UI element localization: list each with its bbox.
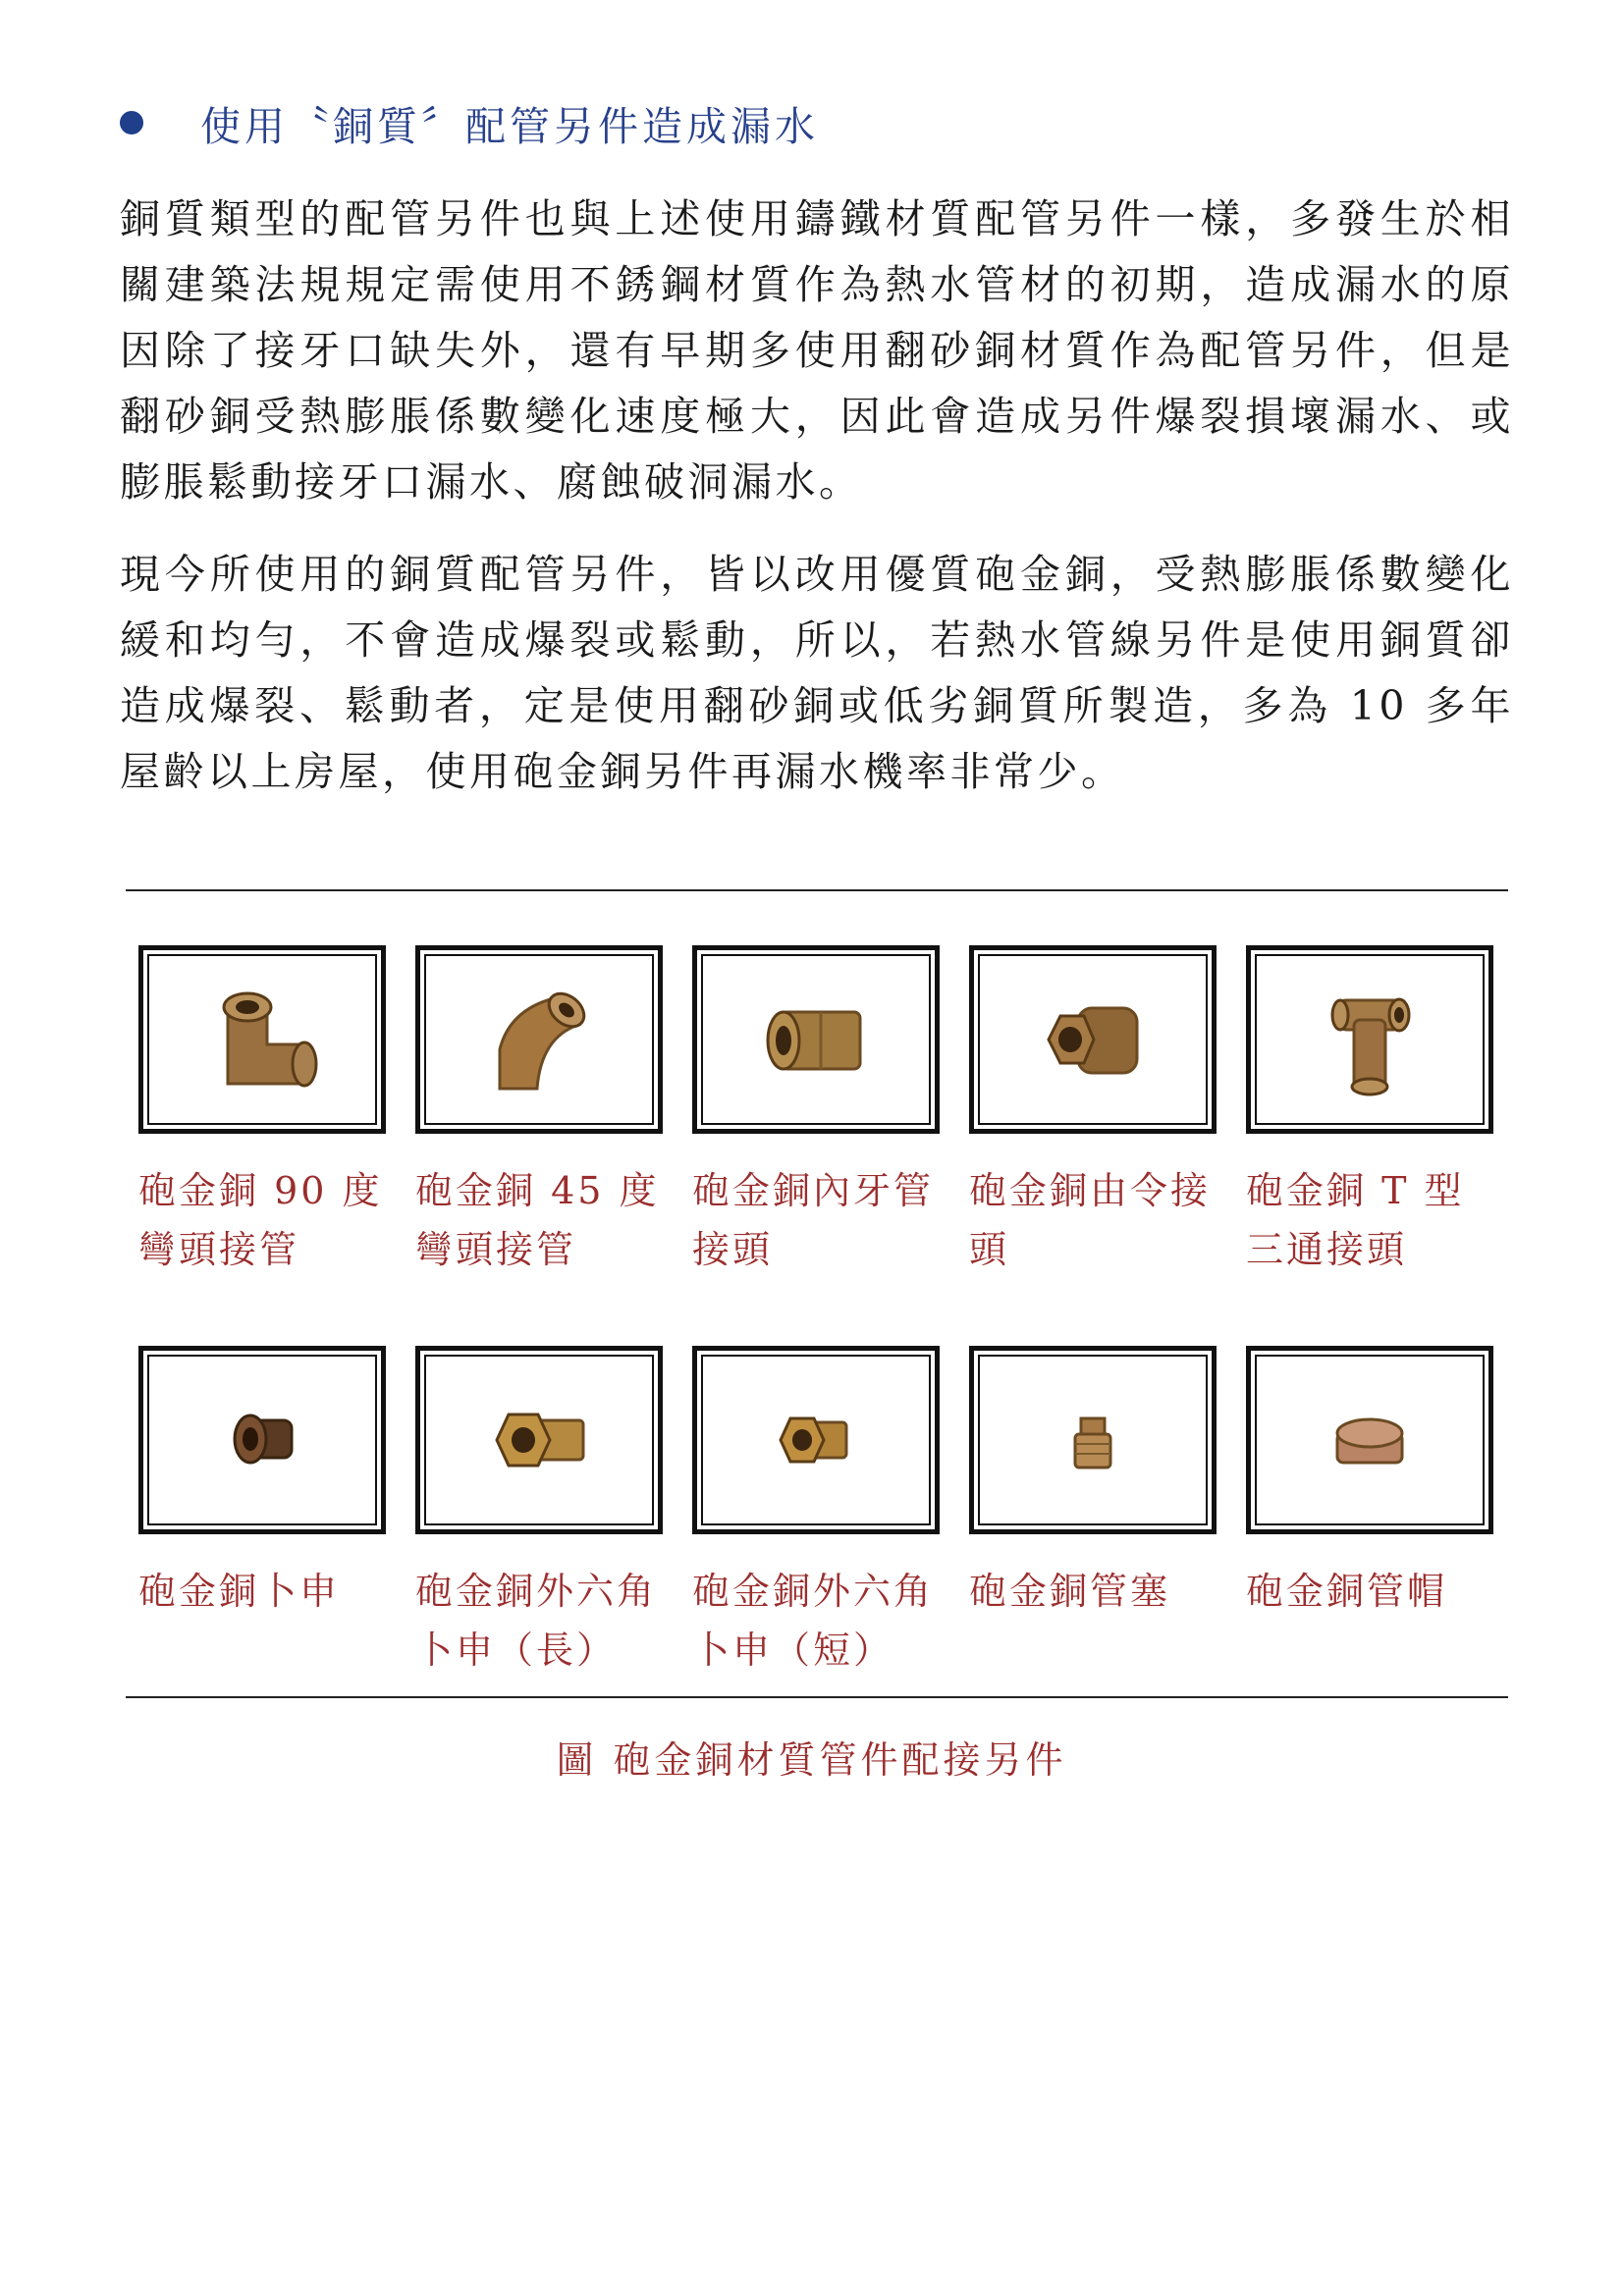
bullet-icon — [120, 111, 143, 134]
figure-row-1 — [138, 945, 1513, 1279]
photo-frame — [415, 1346, 663, 1534]
elbow-90-fitting-icon — [198, 986, 326, 1094]
fitting-caption: 砲金銅 90 度彎頭接管 — [138, 1169, 383, 1271]
heading-text: 使用〝銅質〞配管另件造成漏水 — [200, 102, 819, 150]
fitting-cell — [969, 1346, 1217, 1680]
fitting-caption: 砲金銅 45 度彎頭接管 — [415, 1169, 660, 1271]
elbow-45-fitting-icon — [480, 981, 598, 1098]
fitting-cell — [415, 945, 663, 1279]
fitting-caption: 砲金銅內牙管接頭 — [692, 1169, 935, 1271]
fitting-cell — [138, 945, 386, 1279]
photo-frame — [138, 945, 386, 1134]
bushing-icon — [213, 1396, 311, 1484]
fitting-caption: 砲金銅卜申 — [138, 1570, 341, 1613]
paragraph-2: 現今所使用的銅質配管另件，皆以改用優質砲金銅，受熱膨脹係數變化緩和均勻，不會造成爆裂或鬆動，所以，若熱水管線另件是使用銅質卻造成爆裂、鬆動者，定是使用翻砂銅或低劣銅質所製造，多為 10 多年屋齡以上房屋，使用砲金銅另件再漏水機率非常少。 — [120, 551, 1514, 795]
fitting-cell — [138, 1346, 386, 1680]
photo-frame — [1246, 1346, 1493, 1534]
figure-top-rule — [126, 889, 1508, 891]
section-heading — [120, 88, 819, 157]
fitting-caption: 砲金銅 T 型三通接頭 — [1246, 1169, 1465, 1271]
pipe-plug-icon — [1044, 1391, 1142, 1489]
fitting-cell — [692, 1346, 940, 1680]
fitting-cell — [969, 945, 1217, 1279]
union-fitting-icon — [1029, 990, 1157, 1089]
fitting-cell — [692, 945, 940, 1279]
photo-frame — [969, 1346, 1217, 1534]
tee-fitting-icon — [1311, 981, 1429, 1098]
figure-caption: 圖 砲金銅材質管件配接另件 — [556, 1738, 1067, 1782]
female-coupling-icon — [752, 990, 880, 1089]
photo-frame — [692, 1346, 940, 1534]
photo-frame — [1246, 945, 1493, 1134]
fitting-caption: 砲金銅外六角卜申（短） — [692, 1570, 935, 1672]
fitting-caption: 砲金銅管塞 — [969, 1570, 1171, 1613]
fitting-cell — [1246, 945, 1493, 1279]
fitting-cell — [415, 1346, 663, 1680]
photo-frame — [969, 945, 1217, 1134]
photo-frame — [415, 945, 663, 1134]
pipe-cap-icon — [1316, 1396, 1424, 1484]
fitting-caption: 砲金銅由令接頭 — [969, 1169, 1212, 1271]
fitting-caption: 砲金銅外六角卜申（長） — [415, 1570, 658, 1672]
photo-frame — [138, 1346, 386, 1534]
hex-bushing-long-icon — [475, 1391, 603, 1489]
photo-frame — [692, 945, 940, 1134]
fitting-caption: 砲金銅管帽 — [1246, 1570, 1448, 1613]
figure-bottom-rule — [126, 1696, 1508, 1698]
hex-bushing-short-icon — [757, 1391, 875, 1489]
paragraph-1: 銅質類型的配管另件也與上述使用鑄鐵材質配管另件一樣，多發生於相關建築法規規定需使用不銹鋼材質作為熱水管材的初期，造成漏水的原因除了接牙口缺失外，還有早期多使用翻砂銅材質作為配管另件，但是翻砂銅受熱膨脹係數變化速度極大，因此會造成另件爆裂損壞漏水、或膨脹鬆動接牙口漏水、腐蝕破洞漏水。 — [120, 195, 1514, 506]
figure-row-2 — [138, 1346, 1513, 1680]
fitting-cell — [1246, 1346, 1493, 1680]
